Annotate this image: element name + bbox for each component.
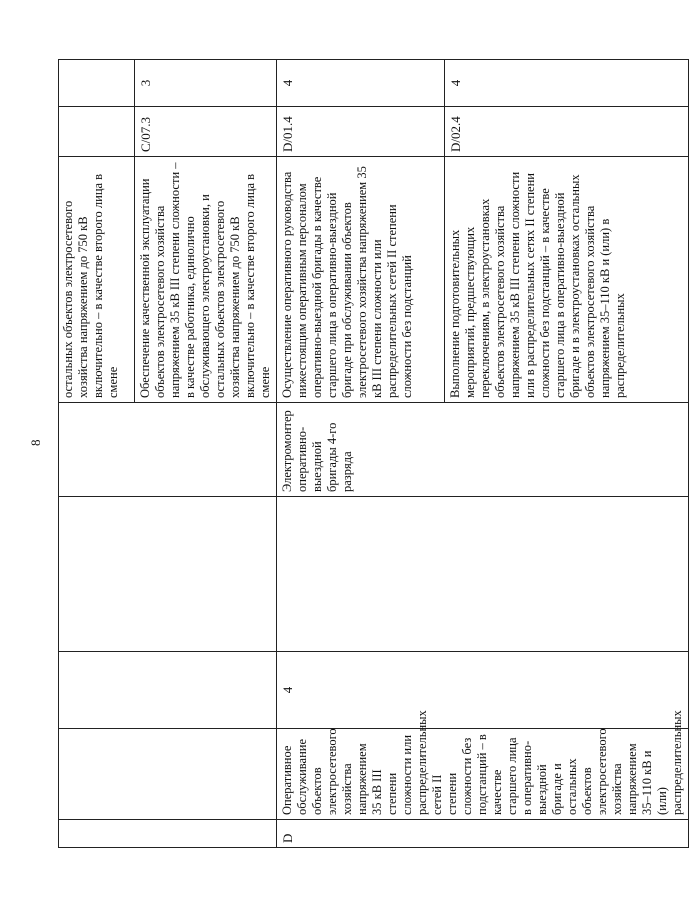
function-level-c0733: 3 xyxy=(135,60,277,107)
group-code-d: D xyxy=(277,820,689,848)
function-code-c0733: C/07.3 xyxy=(135,107,277,157)
function-code-continuation xyxy=(59,107,135,157)
page-number: 8 xyxy=(28,439,43,446)
group-name-d: Оперативное обслуживание объектов электросетевого хозяйства напряжением 35 кВ III степени сложности или распределительных сетей II степени сложности без подстанций – в качестве старшего лица в оперативно-выездной бригаде и остальных объектов электросетевого хозяйства напряжением 35–110 кВ и (или) распределительных xyxy=(277,729,689,820)
functions-table xyxy=(58,59,689,848)
group-code-cell-empty xyxy=(59,820,277,848)
functions-table-sheet xyxy=(58,60,684,848)
function-level-d024: 4 xyxy=(445,60,689,107)
function-text-continuation: остальных объектов электросетевого хозяйства напряжением до 750 кВ включительно – в качестве второго лица в смене xyxy=(59,157,135,403)
position-cell-empty xyxy=(59,497,277,652)
group-level-cell-empty xyxy=(59,652,277,729)
function-code-d024: D/02.4 xyxy=(445,107,689,157)
table-row-continuation xyxy=(59,60,135,848)
spacer-cell-d xyxy=(277,497,689,652)
function-level-continuation xyxy=(59,60,135,107)
function-text-d014: Осуществление оперативного руководства нижестоящим оперативным персоналом оперативно-выездной бригады в качестве старшего лица в оперативно-выездной бригаде при обслуживании объектов электросетевого хозяйства напряжением 35 кВ III степени сложности или распределительных сетей II степени сложности без подстанций xyxy=(277,157,445,403)
function-text-c0733: Обеспечение качественной эксплуатации объектов электросетевого хозяйства напряжением 35 кВ III степени сложности – в качестве работника, единолично обслуживающего электроустановки, и остальных объектов электросетевого хозяйства напряжением до 750 кВ включительно – в качестве второго лица в смене xyxy=(135,157,277,403)
group-name-cell-empty xyxy=(59,729,277,820)
function-level-d014: 4 xyxy=(277,60,445,107)
function-code-d014: D/01.4 xyxy=(277,107,445,157)
function-text-d024: Выполнение подготовительных мероприятий, предшествующих переключениям, в электроустановках объектов электросетевого хозяйства напряжением 35 кВ III степени сложности или в распределительных сетях II степени сложности без подстанций – в качестве старшего лица в оперативно-выездной бригаде и в электроустановках остальных объектов электросетевого хозяйства напряжением 35–110 кВ и (или) в распределительных xyxy=(445,157,689,403)
table-row-d014 xyxy=(277,60,445,848)
group-level-d: 4 xyxy=(277,652,689,729)
position-cell-d: Электромонтер оперативно-выездной бригады 4-го разряда xyxy=(277,403,689,497)
spacer-cell-empty xyxy=(59,403,277,497)
